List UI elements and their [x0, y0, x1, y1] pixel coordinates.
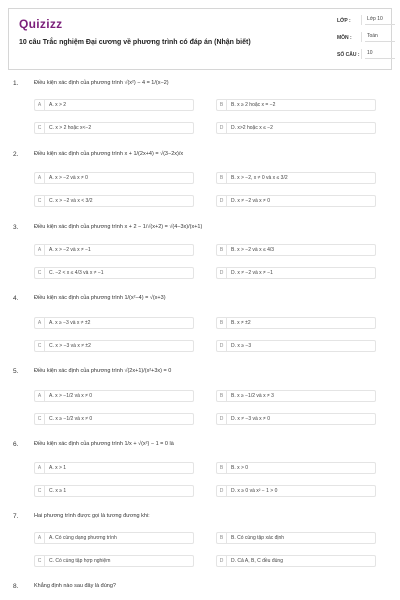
- worksheet-header: [8, 8, 392, 70]
- option-a[interactable]: [34, 99, 194, 111]
- option-text: D. x ≠ −2 và x ≠ −1: [231, 270, 273, 276]
- option-text: B. x ≥ −1/2 và x ≠ 3: [231, 393, 274, 399]
- option-text: A. Có cùng dạng phương trình: [49, 535, 117, 541]
- option-letter: B: [217, 318, 227, 328]
- option-b[interactable]: [216, 390, 376, 402]
- option-text: C. x ≥ 1: [49, 488, 67, 494]
- option-a[interactable]: [34, 462, 194, 474]
- question-number: 6.: [13, 441, 19, 448]
- option-letter: C: [35, 556, 45, 566]
- question-text: Khẳng định nào sau đây là đúng?: [34, 583, 116, 589]
- option-c[interactable]: [34, 413, 194, 425]
- question-text: Điều kiện xác định của phương trình x + 2 − 1/√(x+2) = √(4−3x)/(x+1): [34, 224, 203, 230]
- option-letter: B: [217, 173, 227, 183]
- divider: [361, 49, 362, 59]
- option-d[interactable]: [216, 485, 376, 497]
- option-text: D. x ≥ 0 và x² − 1 > 0: [231, 488, 278, 494]
- option-letter: A: [35, 318, 45, 328]
- question-number: 5.: [13, 368, 19, 375]
- option-letter: A: [35, 173, 45, 183]
- option-text: B. x > −2 và x ≤ 4/3: [231, 247, 275, 253]
- divider: [361, 15, 362, 25]
- option-a[interactable]: [34, 390, 194, 402]
- question-text: Điều kiện xác định của phương trình √(2x+1)/(x²+3x) = 0: [34, 368, 172, 374]
- option-letter: A: [35, 463, 45, 473]
- option-letter: C: [35, 414, 45, 424]
- option-b[interactable]: [216, 172, 376, 184]
- class-label: LỚP :: [337, 18, 351, 24]
- option-a[interactable]: [34, 532, 194, 544]
- option-letter: B: [217, 245, 227, 255]
- option-letter: D: [217, 341, 227, 351]
- option-text: D. x>2 hoặc x ≤ −2: [231, 125, 273, 131]
- option-b[interactable]: [216, 99, 376, 111]
- question-number: 7.: [13, 513, 19, 520]
- option-d[interactable]: [216, 413, 376, 425]
- option-c[interactable]: [34, 555, 194, 567]
- option-d[interactable]: [216, 555, 376, 567]
- question-text: Điều kiện xác định của phương trình √(x²) − 4 = 1/(x−2): [34, 80, 169, 86]
- option-letter: B: [217, 391, 227, 401]
- option-d[interactable]: [216, 122, 376, 134]
- option-d[interactable]: [216, 267, 376, 279]
- option-a[interactable]: [34, 172, 194, 184]
- option-text: C. Có cùng tập hợp nghiệm: [49, 558, 111, 564]
- option-b[interactable]: [216, 317, 376, 329]
- subject-value: Toán: [365, 32, 395, 42]
- option-text: B. Có cùng tập xác định: [231, 535, 285, 541]
- option-text: A. x > −1/2 và x ≠ 0: [49, 393, 93, 399]
- option-d[interactable]: [216, 340, 376, 352]
- option-letter: C: [35, 196, 45, 206]
- option-text: A. x > −2 và x ≠ 0: [49, 175, 88, 181]
- option-letter: A: [35, 245, 45, 255]
- option-letter: B: [217, 100, 227, 110]
- option-letter: A: [35, 100, 45, 110]
- class-value: Lớp 10: [365, 15, 395, 25]
- option-text: B. x ≠ ±2: [231, 320, 251, 326]
- option-letter: B: [217, 463, 227, 473]
- question-number: 1.: [13, 80, 19, 87]
- option-b[interactable]: [216, 244, 376, 256]
- worksheet-title: 10 câu Trắc nghiệm Đại cương về phương trình có đáp án (Nhận biết): [19, 39, 251, 46]
- option-text: D. Cả A, B, C đều đúng: [231, 558, 283, 564]
- subject-label: MÔN :: [337, 35, 352, 41]
- option-letter: D: [217, 268, 227, 278]
- option-text: C. x > −2 và x < 3/2: [49, 198, 93, 204]
- option-letter: D: [217, 556, 227, 566]
- option-text: D. x ≠ −3 và x ≠ 0: [231, 416, 270, 422]
- question-number: 2.: [13, 151, 19, 158]
- option-letter: A: [35, 391, 45, 401]
- quizizz-logo: Quizizz: [19, 17, 63, 31]
- option-c[interactable]: [34, 267, 194, 279]
- option-letter: C: [35, 341, 45, 351]
- option-letter: D: [217, 414, 227, 424]
- option-text: A. x > −2 và x ≠ −1: [49, 247, 91, 253]
- option-a[interactable]: [34, 244, 194, 256]
- question-text: Điều kiện xác định của phương trình x + 1/(2x+4) = √(3−2x)/x: [34, 151, 184, 157]
- option-letter: A: [35, 533, 45, 543]
- question-text: Điều kiện xác định của phương trình 1/(x²−4) = √(x+3): [34, 295, 166, 301]
- option-text: D. x ≥ −3: [231, 343, 252, 349]
- option-text: B. x ≥ 2 hoặc x = −2: [231, 102, 276, 108]
- question-count-label: SỐ CÂU :: [337, 52, 360, 58]
- option-letter: D: [217, 123, 227, 133]
- option-text: B. x > −2, x ≠ 0 và x ≤ 3/2: [231, 175, 288, 181]
- question-number: 8.: [13, 583, 19, 590]
- question-number: 3.: [13, 224, 19, 231]
- option-c[interactable]: [34, 122, 194, 134]
- option-letter: D: [217, 196, 227, 206]
- option-b[interactable]: [216, 532, 376, 544]
- question-count-value: 10: [365, 49, 395, 59]
- option-text: A. x ≥ −3 và x ≠ ±2: [49, 320, 91, 326]
- option-letter: D: [217, 486, 227, 496]
- option-c[interactable]: [34, 195, 194, 207]
- option-text: C. x ≥ −1/2 và x ≠ 0: [49, 416, 93, 422]
- option-text: D. x ≠ −2 và x ≠ 0: [231, 198, 270, 204]
- option-text: A. x > 2: [49, 102, 67, 108]
- option-letter: C: [35, 123, 45, 133]
- option-c[interactable]: [34, 485, 194, 497]
- option-letter: C: [35, 268, 45, 278]
- option-text: C. x > −3 và x ≠ ±2: [49, 343, 91, 349]
- option-a[interactable]: [34, 317, 194, 329]
- question-text: Điều kiện xác định của phương trình 1/x + √(x²) − 1 = 0 là: [34, 441, 174, 447]
- option-letter: C: [35, 486, 45, 496]
- option-c[interactable]: [34, 340, 194, 352]
- question-number: 4.: [13, 295, 19, 302]
- option-text: C. x > 2 hoặc x<−2: [49, 125, 92, 131]
- divider: [361, 32, 362, 42]
- question-text: Hai phương trình được gọi là tương đương khi:: [34, 513, 150, 519]
- option-text: B. x > 0: [231, 465, 249, 471]
- option-text: A. x > 1: [49, 465, 67, 471]
- option-text: C. −2 < x ≤ 4/3 và x ≠ −1: [49, 270, 104, 276]
- option-b[interactable]: [216, 462, 376, 474]
- option-letter: B: [217, 533, 227, 543]
- option-d[interactable]: [216, 195, 376, 207]
